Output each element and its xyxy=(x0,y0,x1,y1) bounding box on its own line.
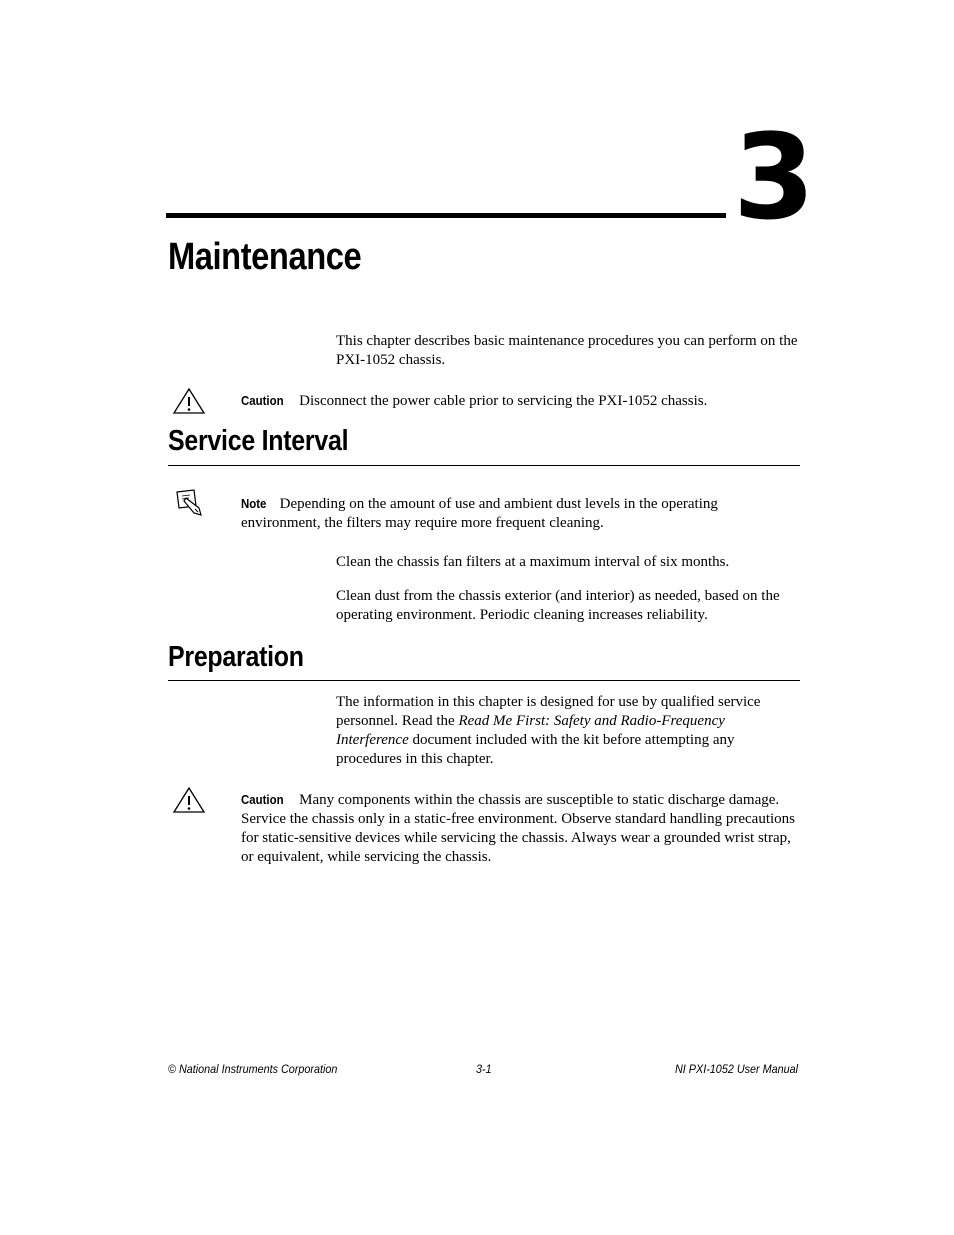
note-text: Depending on the amount of use and ambient dust levels in the operating environment, the filters may require more frequent cleaning. xyxy=(241,496,718,531)
document-title-reference: Read Me First: Safety and Radio-Frequency Interference xyxy=(336,713,725,748)
caution-label: Caution xyxy=(241,393,284,408)
chapter-rule xyxy=(166,213,726,218)
caution-block-1 xyxy=(241,391,801,411)
caution-block-2 xyxy=(241,790,803,867)
section-rule xyxy=(168,465,800,466)
service-paragraph-1: Clean the chassis fan filters at a maximum interval of six months. xyxy=(336,554,730,570)
preparation-paragraph xyxy=(336,693,792,769)
intro-paragraph: This chapter describes basic maintenance procedures you can perform on the PXI-1052 chassis. xyxy=(336,333,798,368)
caution-text: Disconnect the power cable prior to servicing the PXI-1052 chassis. xyxy=(299,393,708,409)
caution-text: Many components within the chassis are susceptible to static discharge damage. Service the chassis only in a static-free environment. Observe standard handling precautions for static-sensitive devices while servicing the chassis. Always wear a grounded wrist strap, or equivalent, while servicing the chassis. xyxy=(241,792,795,865)
footer-page-number: 3-1 xyxy=(476,1062,492,1076)
caution-warning-icon xyxy=(172,785,206,815)
footer-copyright: © National Instruments Corporation xyxy=(168,1062,338,1076)
note-block xyxy=(241,494,761,533)
section-heading-service-interval: Service Interval xyxy=(168,425,349,457)
note-pencil-icon xyxy=(172,488,206,518)
preparation-text-before: The information in this chapter is designed for use by qualified service personnel. Read the xyxy=(336,694,761,729)
chapter-title: Maintenance xyxy=(168,236,362,278)
service-paragraph-2: Clean dust from the chassis exterior (and interior) as needed, based on the operating environment. Periodic cleaning increases reliability. xyxy=(336,588,780,623)
caution-warning-icon xyxy=(172,386,206,416)
section-rule xyxy=(168,680,800,681)
caution-label: Caution xyxy=(241,792,284,807)
footer-manual-title: NI PXI-1052 User Manual xyxy=(675,1062,799,1076)
chapter-number: 3 xyxy=(733,108,812,246)
note-label: Note xyxy=(241,496,267,511)
preparation-text-after: document included with the kit before attempting any procedures in this chapter. xyxy=(336,732,735,767)
section-heading-preparation: Preparation xyxy=(168,641,304,673)
